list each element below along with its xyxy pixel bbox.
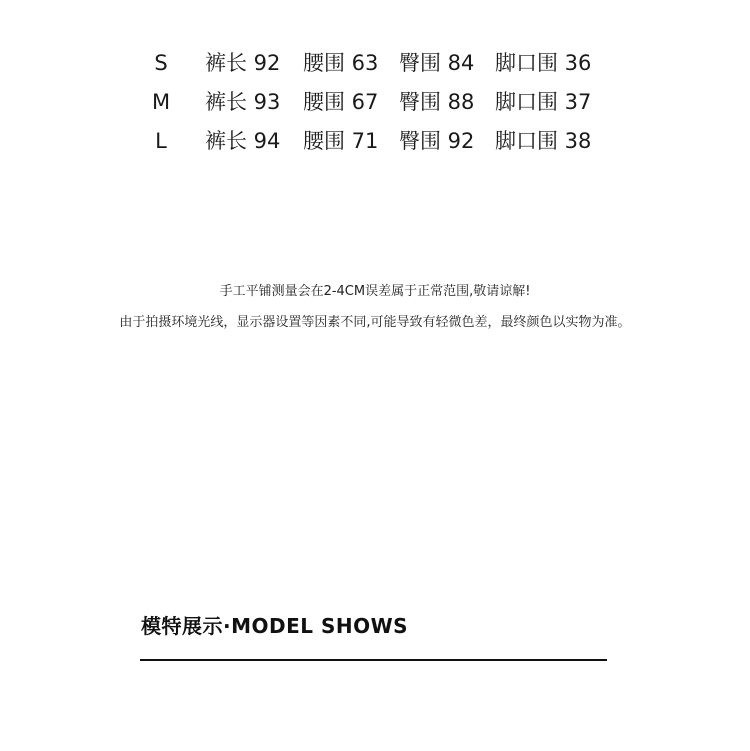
size-row-m [0, 83, 750, 122]
pants-length: 裤长 92 [205, 51, 281, 75]
size-label: M [151, 90, 171, 114]
measurement-note: 手工平铺测量会在2-4CM误差属于正常范围,敬请谅解! [219, 284, 531, 299]
size-table [0, 44, 750, 161]
size-row-s [0, 44, 750, 83]
section-divider [140, 659, 607, 661]
waist: 腰围 67 [303, 90, 379, 114]
pants-length: 裤长 93 [205, 90, 281, 114]
leg-opening: 脚口围 37 [495, 90, 592, 114]
pants-length: 裤长 94 [205, 129, 281, 153]
size-label: S [154, 51, 168, 75]
waist: 腰围 63 [303, 51, 379, 75]
waist: 腰围 71 [303, 129, 379, 153]
leg-opening: 脚口围 36 [495, 51, 592, 75]
hip: 臀围 88 [399, 90, 475, 114]
leg-opening: 脚口围 38 [495, 129, 592, 153]
section-title: 模特展示·MODEL SHOWS [141, 614, 409, 638]
color-difference-note: 由于拍摄环境光线，显示器设置等因素不同,可能导致有轻微色差，最终颜色以实物为准。 [119, 315, 631, 330]
size-row-l [0, 122, 750, 161]
hip: 臀围 84 [399, 51, 475, 75]
hip: 臀围 92 [399, 129, 475, 153]
size-label: L [155, 129, 167, 153]
